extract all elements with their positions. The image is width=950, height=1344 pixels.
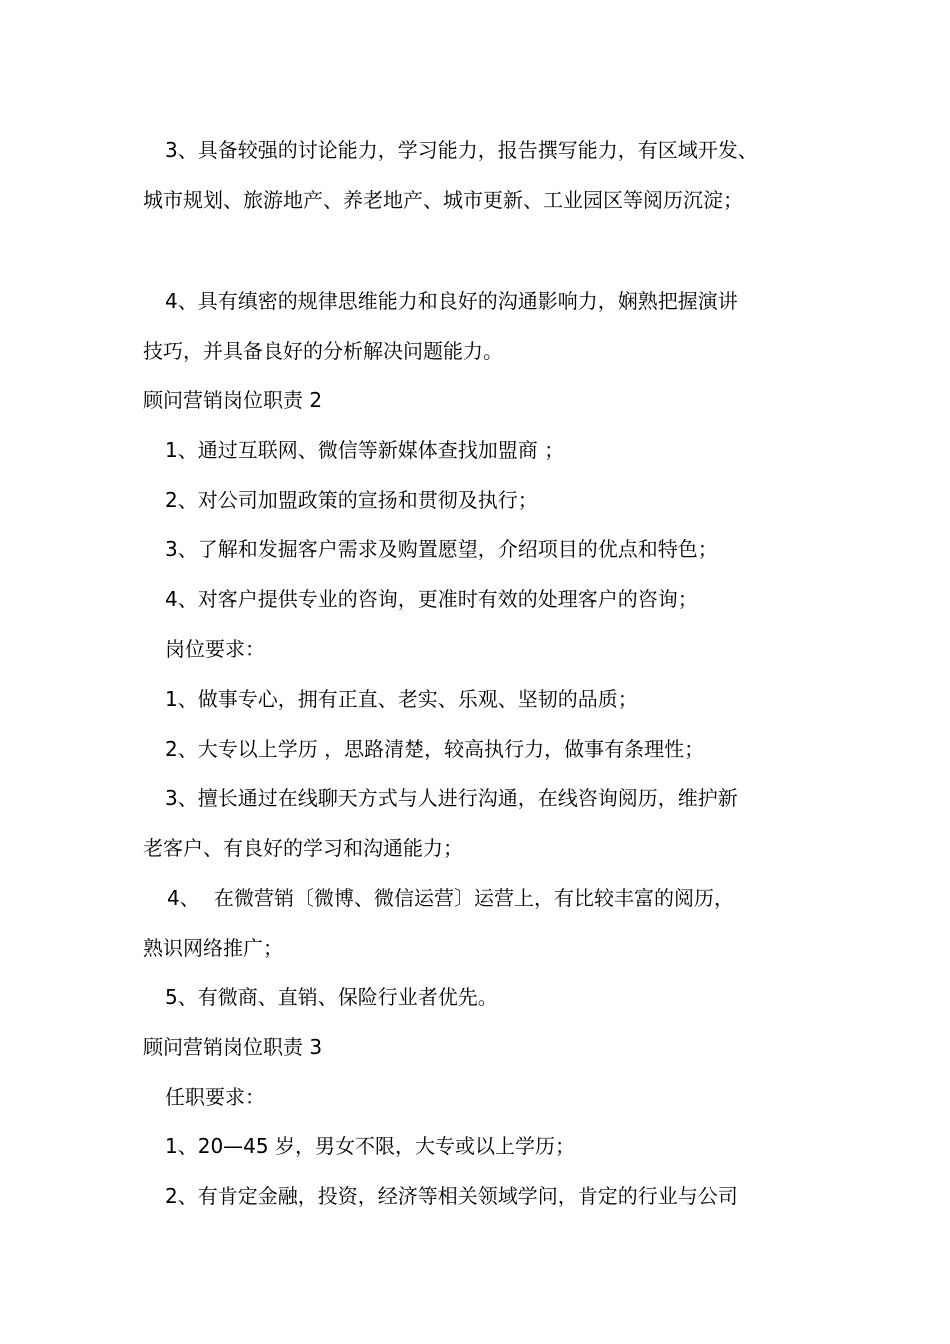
paragraph-line: 老客户、有良好的学习和沟通能力；	[143, 836, 463, 860]
paragraph-line: 城市规划、旅游地产、养老地产、城市更新、工业园区等阅历沉淀；	[143, 188, 743, 212]
list-item: 1、20—45 岁，男女不限，大专或以上学历；	[165, 1134, 575, 1158]
list-item: 4、对客户提供专业的咨询，更准时有效的处理客户的咨询；	[165, 587, 698, 611]
list-item: 2、对公司加盟政策的宣扬和贯彻及执行；	[165, 488, 538, 512]
list-item: 2、有肯定金融，投资，经济等相关领域学问，肯定的行业与公司	[165, 1184, 738, 1208]
list-item: 在微营销〔微博、微信运营〕运营上，有比较丰富的阅历，	[214, 886, 734, 910]
subsection-label: 岗位要求：	[165, 637, 265, 661]
paragraph-line: 熟识网络推广；	[143, 936, 283, 960]
paragraph-line: 技巧，并具备良好的分析解决问题能力。	[143, 339, 503, 363]
list-item: 1、做事专心，拥有正直、老实、乐观、坚韧的品质；	[165, 687, 638, 711]
list-item-number: 4、	[167, 886, 200, 910]
list-item: 1、通过互联网、微信等新媒体查找加盟商 ；	[165, 438, 565, 462]
paragraph-line: 3、具备较强的讨论能力，学习能力，报告撰写能力，有区域开发、	[165, 138, 758, 162]
list-item: 3、了解和发掘客户需求及购置愿望，介绍项目的优点和特色；	[165, 537, 718, 561]
subsection-label: 任职要求：	[165, 1085, 265, 1109]
paragraph-line: 4、具有缜密的规律思维能力和良好的沟通影响力，娴熟把握演讲	[165, 289, 738, 313]
section-heading: 顾问营销岗位职责 3	[143, 1035, 323, 1059]
section-heading: 顾问营销岗位职责 2	[143, 388, 323, 412]
list-item: 5、有微商、直销、保险行业者优先。	[165, 985, 498, 1009]
list-item: 3、擅长通过在线聊天方式与人进行沟通，在线咨询阅历，维护新	[165, 786, 738, 810]
list-item: 2、大专以上学历 ，思路清楚，较高执行力，做事有条理性；	[165, 737, 705, 761]
